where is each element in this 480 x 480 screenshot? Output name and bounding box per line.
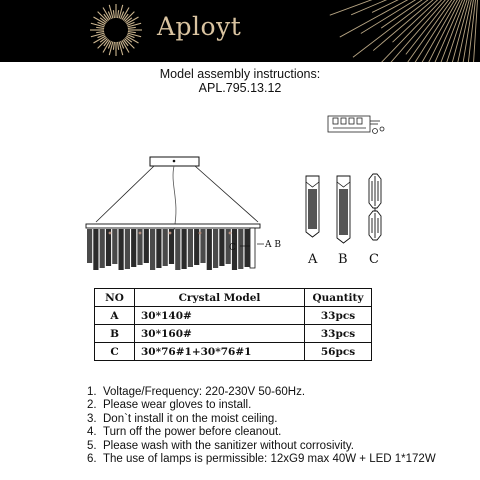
list-item — [87, 386, 467, 399]
list-item-text: Turn off the power before cleanout. — [103, 426, 282, 439]
list-item-text: The use of lamps is permissible: 12xG9 max 40W + LED 1*172W — [103, 453, 436, 466]
brand-name: Aployt — [157, 12, 242, 41]
header-model: Crystal Model — [135, 289, 305, 307]
list-item — [87, 426, 467, 439]
list-item-number: 3. — [87, 412, 97, 425]
assembly-drawing — [0, 100, 480, 270]
model-number: APL.795.13.12 — [198, 81, 282, 95]
table-row — [95, 325, 372, 343]
instructions-title: Model assembly instructions: — [159, 67, 321, 81]
list-item-number: 1. — [87, 386, 97, 398]
list-item-number: 5. — [87, 439, 97, 452]
fixture-bar — [86, 224, 260, 228]
list-item-number: 4. — [87, 426, 97, 439]
row-quantity: 33pcs — [305, 307, 372, 325]
table-row — [95, 343, 372, 361]
list-item — [87, 453, 467, 466]
list-item-text: Please wash with the sanitizer without corrosivity. — [103, 439, 354, 452]
header-banner — [0, 0, 480, 62]
list-item — [87, 399, 467, 412]
crystal-letter-b: B — [338, 252, 348, 267]
row-model: 30*76#1+30*76#1 — [135, 343, 305, 361]
row-model: 30*140# — [135, 307, 305, 325]
list-item — [87, 440, 467, 453]
header-no: NO — [95, 289, 135, 307]
row-no: B — [95, 325, 135, 343]
row-quantity: 56pcs — [305, 343, 372, 361]
header-quantity: Quantity — [305, 289, 372, 307]
table-header-row — [95, 289, 372, 307]
list-item-number: 2. — [87, 399, 97, 412]
callout-ab-label: A B — [265, 240, 281, 250]
crystal-a-drawing — [306, 176, 319, 237]
wiring-diagram-icon — [328, 116, 384, 134]
row-model: 30*160# — [135, 325, 305, 343]
row-quantity: 33pcs — [305, 325, 372, 343]
crystal-b-drawing — [337, 176, 350, 243]
crystal-table — [94, 288, 372, 361]
list-item-text: Please wear gloves to install. — [103, 399, 252, 412]
crystal-letter-a: A — [308, 252, 318, 267]
list-item-number: 6. — [87, 453, 97, 466]
crystal-letter-c: C — [369, 252, 379, 267]
table-row — [95, 307, 372, 325]
callout-c-label: C — [229, 243, 236, 253]
crystal-c-drawing — [369, 174, 381, 240]
list-item-text: Voltage/Frequency: 220-230V 50-60Hz. — [103, 386, 306, 398]
list-item-text: Don`t install it on the moist ceiling. — [103, 412, 278, 425]
crystal-cluster — [87, 229, 250, 270]
row-no: A — [95, 307, 135, 325]
list-item — [87, 413, 467, 426]
row-no: C — [95, 343, 135, 361]
instructions-list — [87, 386, 467, 466]
